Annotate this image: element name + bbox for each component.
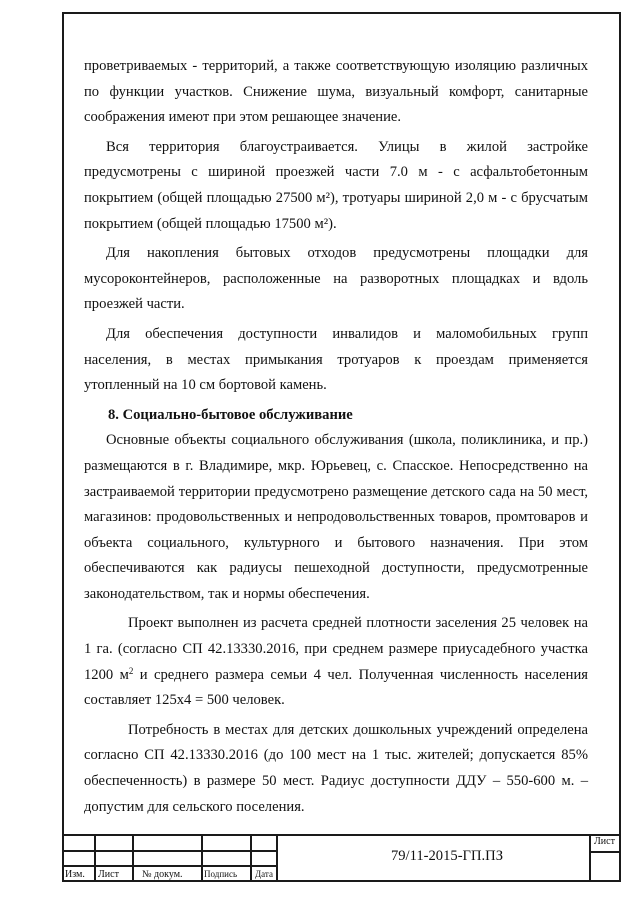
label-signature: Подпись [204,869,238,879]
label-doc-number: № докум. [142,869,183,880]
col-line-5 [276,834,278,882]
label-list: Лист [98,869,119,880]
col-line-3 [201,834,203,882]
label-date: Дата [255,869,273,879]
document-body [84,54,588,820]
title-block-top-line [62,834,621,836]
paragraph-kindergarten: Потребность в местах для детских дошкольных учреждений определена согласно СП 42.13330.2016 (до 100 мест на 1 тыс. жителей; допускается 85% обеспеченность) в размере 50 мест. Радиус доступности ДДУ – 550-600 м. – допустим для сельского поселения. [84,721,588,815]
title-block [62,834,621,882]
paragraph-social-services: Основные объекты социального обслуживания (школа, поликлиника, и пр.) размещаются в г. Владимире, мкр. Юрьевец, с. Спасское. Непосредственно на застраиваемой территории предусмотрено размещение детского сада на 50 мест, магазинов: продовольственных и непродовольственных товаров, промтоваров и объекта социального, культурного и бытового назначения. При этом обеспечиваются как радиусы пешеходной доступности, предусмотренные законодательством, так и нормы обеспечения. [84,432,588,602]
density-text-start: Проект выполнен из расчета средней плотности заселения 25 человек на 1 га. (согласно СП 42.13330.2016, при среднем размере приусадебного участка 1200 м [84,615,588,683]
section-heading: 8. Социально-бытовое обслуживание [108,406,353,423]
label-izm: Изм. [65,869,85,880]
paragraph-density [84,611,588,713]
sheet-label: Лист [594,836,615,847]
sheet-cell-line [589,851,621,853]
document-code: 79/11-2015-ГП.ПЗ [390,848,504,864]
col-line-2 [132,834,134,882]
paragraph-ventilation: проветриваемых - территорий, а также соответствующую изоляцию различных по функции участков. Снижение шума, визуальный комфорт, санитарные соображения имеют при этом решающее значение. [84,58,588,126]
col-line-4 [250,834,252,882]
density-text-end: и среднего размера семьи 4 чел. Полученная численность населения составляет 125х4 = 500 человек. [84,666,588,709]
paragraph-waste: Для накопления бытовых отходов предусмотрены площадки для мусороконтейнеров, расположенные на разворотных площадках и вдоль проезжей части. [84,245,588,313]
paragraph-accessibility: Для обеспечения доступности инвалидов и маломобильных групп населения, в местах примыкания тротуаров к проездам применяется утопленный на 10 см бортовой камень. [84,325,588,394]
col-line-1 [94,834,96,882]
density-superscript: 2 [128,665,134,676]
paragraph-landscaping: Вся территория благоустраивается. Улицы в жилой застройке предусмотрены с шириной проезжей части 7.0 м - с асфальтобетонным покрытием (общей площадью 27500 м²), тротуары шириной 2,0 м - с брусчатым покрытием (общей площадью 17500 м²). [84,138,588,232]
